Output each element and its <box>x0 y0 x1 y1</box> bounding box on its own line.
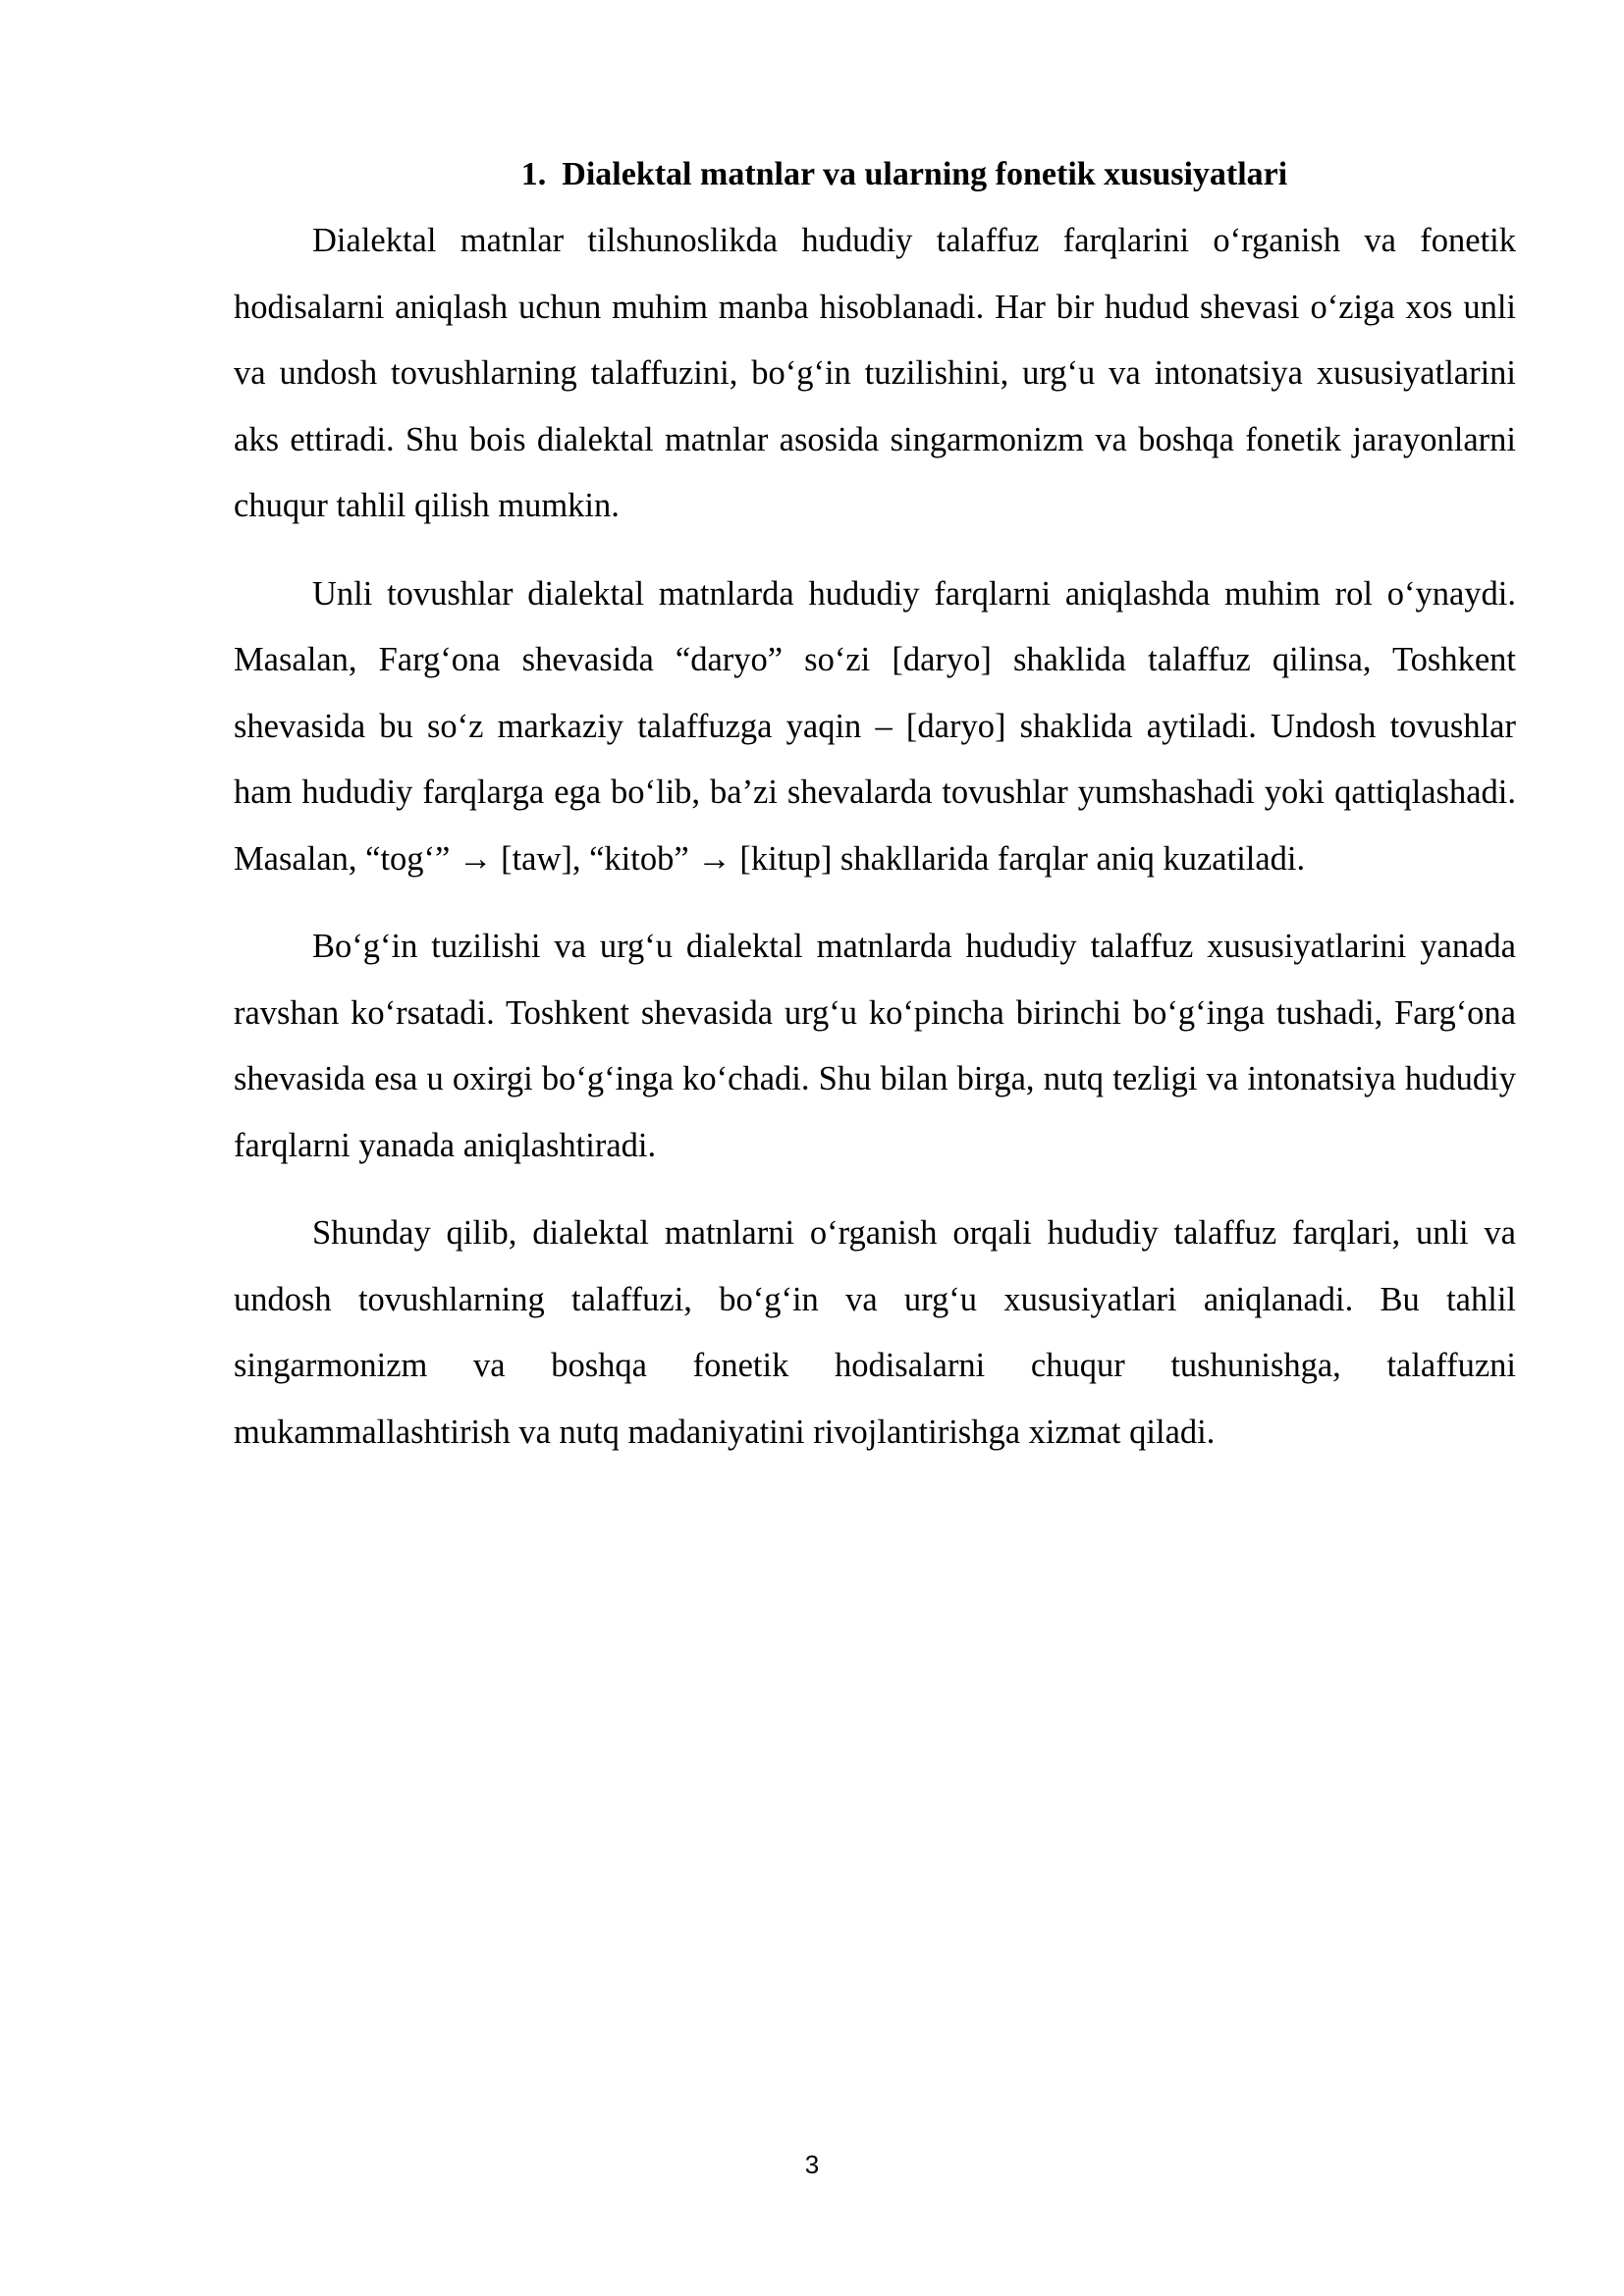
paragraph-1: Dialektal matnlar tilshunoslikda hududiy talaffuz farqlarini o‘rganish va fonetik hodisalarni aniqlash uchun muhim manba hisoblanadi. Har bir hudud shevasi o‘ziga xos unli va undosh tovushlarning talaffuzini, bo‘g‘in tuzilishini, urg‘u va intonatsiya xususiyatlarini aks ettiradi. Shu bois dialektal matnlar asosida singarmonizm va boshqa fonetik jarayonlarni chuqur tahlil qilish mumkin. <box>234 222 1516 524</box>
paragraph-3: Bo‘g‘in tuzilishi va urg‘u dialektal matnlarda hududiy talaffuz xususiyatlarini yanada ravshan ko‘rsatadi. Toshkent shevasida urg‘u ko‘pincha birinchi bo‘g‘inga tushadi, Farg‘ona shevasida esa u oxirgi bo‘g‘inga ko‘chadi. Shu bilan birga, nutq tezligi va intonatsiya hududiy farqlarni yanada aniqlashtiradi. <box>234 928 1516 1164</box>
page-content <box>234 155 1516 1487</box>
paragraph-4: Shunday qilib, dialektal matnlarni o‘rganish orqali hududiy talaffuz farqlari, unli va undosh tovushlarning talaffuzi, bo‘g‘in va urg‘u xususiyatlari aniqlanadi. Bu tahlil singarmonizm va boshqa fonetik hodisalarni chuqur tushunishga, talaffuzni mukammallashtirish va nutq madaniyatini rivojlantirishga xizmat qiladi. <box>234 1214 1516 1451</box>
page-number: 3 <box>804 2150 820 2179</box>
paragraph-2: Unli tovushlar dialektal matnlarda hududiy farqlarni aniqlashda muhim rol o‘ynaydi. Masalan, Farg‘ona shevasida “daryo” so‘zi [daryo] shaklida talaffuz qilinsa, Toshkent shevasida bu so‘z markaziy talaffuzga yaqin – [daryo] shaklida aytiladi. Undosh tovushlar ham hududiy farqlarga ega bo‘lib, ba’zi shevalarda tovushlar yumshashadi yoki qattiqlashadi. Masalan, “tog‘” → [taw], “kitob” → [kitup] shakllarida farqlar aniq kuzatiladi. <box>234 574 1516 878</box>
section-number: 1. <box>520 156 547 192</box>
section-heading <box>234 155 1516 194</box>
section-title: Dialektal matnlar va ularning fonetik xususiyatlari <box>562 156 1288 192</box>
